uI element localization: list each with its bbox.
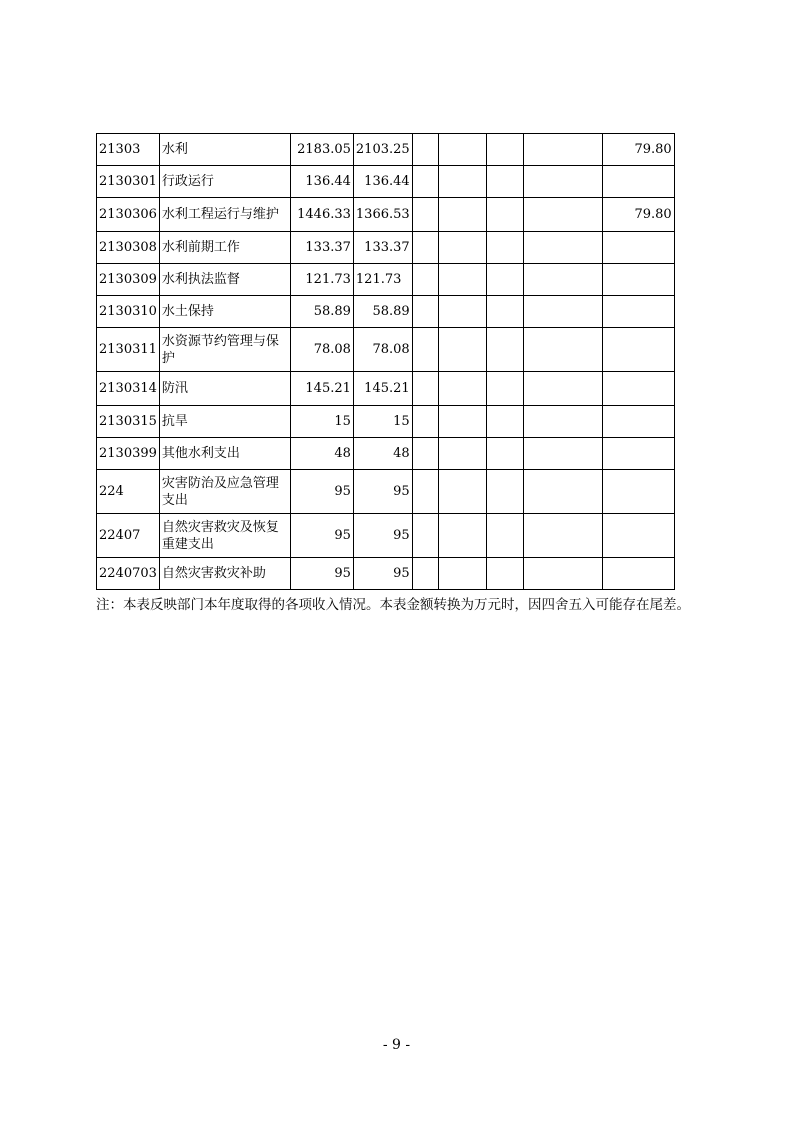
- code-cell: 2240703: [97, 558, 160, 590]
- amount-col6-cell: [523, 514, 602, 558]
- amount-col4-cell: [438, 166, 486, 198]
- table-row: [97, 166, 675, 198]
- code-cell: 2130314: [97, 372, 160, 406]
- amount-col5-cell: [486, 558, 523, 590]
- table-body: [97, 134, 675, 590]
- page-number: - 9 -: [382, 1037, 411, 1053]
- code-cell: 21303: [97, 134, 160, 166]
- amount-col6-cell: [523, 166, 602, 198]
- table-row: [97, 438, 675, 470]
- name-cell: 防汛: [159, 372, 290, 406]
- amount-col4-cell: [438, 328, 486, 372]
- amount-col8-cell: [602, 264, 674, 296]
- amount-col4-cell: [438, 372, 486, 406]
- amount-col4-cell: [438, 470, 486, 514]
- table-row: [97, 558, 675, 590]
- amount-col2-cell: 78.08: [353, 328, 412, 372]
- amount-col2-cell: 95: [353, 558, 412, 590]
- table-row: [97, 372, 675, 406]
- amount-col2-cell: 58.89: [353, 296, 412, 328]
- amount-total-cell: 95: [290, 514, 353, 558]
- amount-col4-cell: [438, 134, 486, 166]
- amount-total-cell: 145.21: [290, 372, 353, 406]
- amount-col2-cell: 2103.25: [353, 134, 412, 166]
- table-row: [97, 198, 675, 232]
- amount-col6-cell: [523, 264, 602, 296]
- code-cell: 2130301: [97, 166, 160, 198]
- amount-col2-cell: 15: [353, 406, 412, 438]
- table-row: [97, 514, 675, 558]
- table-row: [97, 134, 675, 166]
- amount-col8-cell: 79.80: [602, 134, 674, 166]
- table-footnote: 注：本表反映部门本年度取得的各项收入情况。本表金额转换为万元时，因四舍五入可能存在尾差。: [96, 597, 690, 613]
- amount-col8-cell: [602, 296, 674, 328]
- name-cell: 水利前期工作: [159, 232, 290, 264]
- amount-col3-cell: [412, 514, 438, 558]
- name-cell: 其他水利支出: [159, 438, 290, 470]
- code-cell: 2130311: [97, 328, 160, 372]
- amount-col3-cell: [412, 264, 438, 296]
- budget-table: [96, 133, 675, 590]
- amount-col5-cell: [486, 134, 523, 166]
- amount-col6-cell: [523, 328, 602, 372]
- amount-col6-cell: [523, 558, 602, 590]
- amount-col2-cell: 48: [353, 438, 412, 470]
- amount-col6-cell: [523, 406, 602, 438]
- amount-total-cell: 58.89: [290, 296, 353, 328]
- amount-col4-cell: [438, 438, 486, 470]
- amount-total-cell: 2183.05: [290, 134, 353, 166]
- amount-col5-cell: [486, 514, 523, 558]
- amount-total-cell: 95: [290, 470, 353, 514]
- amount-col6-cell: [523, 372, 602, 406]
- name-cell: 灾害防治及应急管理支出: [159, 470, 290, 514]
- amount-col4-cell: [438, 232, 486, 264]
- amount-col8-cell: [602, 372, 674, 406]
- amount-col5-cell: [486, 470, 523, 514]
- name-cell: 自然灾害救灾及恢复重建支出: [159, 514, 290, 558]
- amount-col6-cell: [523, 232, 602, 264]
- amount-col5-cell: [486, 166, 523, 198]
- amount-col3-cell: [412, 470, 438, 514]
- table-row: [97, 232, 675, 264]
- amount-col5-cell: [486, 372, 523, 406]
- amount-col5-cell: [486, 232, 523, 264]
- amount-col2-cell: 1366.53: [353, 198, 412, 232]
- amount-col3-cell: [412, 296, 438, 328]
- amount-col8-cell: [602, 232, 674, 264]
- amount-col6-cell: [523, 438, 602, 470]
- code-cell: 2130399: [97, 438, 160, 470]
- amount-col4-cell: [438, 558, 486, 590]
- amount-total-cell: 95: [290, 558, 353, 590]
- amount-col4-cell: [438, 514, 486, 558]
- table-row: [97, 470, 675, 514]
- amount-col3-cell: [412, 438, 438, 470]
- amount-col2-cell: 145.21: [353, 372, 412, 406]
- amount-total-cell: 1446.33: [290, 198, 353, 232]
- code-cell: 2130306: [97, 198, 160, 232]
- table-row: [97, 264, 675, 296]
- amount-col6-cell: [523, 470, 602, 514]
- amount-col6-cell: [523, 198, 602, 232]
- amount-col3-cell: [412, 232, 438, 264]
- amount-col2-cell: 121.73: [353, 264, 412, 296]
- amount-col5-cell: [486, 406, 523, 438]
- table-row: [97, 406, 675, 438]
- amount-total-cell: 78.08: [290, 328, 353, 372]
- amount-col3-cell: [412, 166, 438, 198]
- amount-col2-cell: 136.44: [353, 166, 412, 198]
- amount-total-cell: 48: [290, 438, 353, 470]
- code-cell: 22407: [97, 514, 160, 558]
- amount-col8-cell: [602, 558, 674, 590]
- name-cell: 自然灾害救灾补助: [159, 558, 290, 590]
- code-cell: 2130309: [97, 264, 160, 296]
- amount-col8-cell: 79.80: [602, 198, 674, 232]
- amount-total-cell: 121.73: [290, 264, 353, 296]
- amount-col8-cell: [602, 438, 674, 470]
- name-cell: 行政运行: [159, 166, 290, 198]
- amount-col8-cell: [602, 514, 674, 558]
- amount-col8-cell: [602, 470, 674, 514]
- amount-col5-cell: [486, 198, 523, 232]
- amount-col3-cell: [412, 328, 438, 372]
- amount-col3-cell: [412, 406, 438, 438]
- amount-col4-cell: [438, 198, 486, 232]
- code-cell: 224: [97, 470, 160, 514]
- amount-col2-cell: 95: [353, 514, 412, 558]
- amount-col5-cell: [486, 264, 523, 296]
- name-cell: 水利执法监督: [159, 264, 290, 296]
- amount-col5-cell: [486, 438, 523, 470]
- amount-total-cell: 133.37: [290, 232, 353, 264]
- code-cell: 2130310: [97, 296, 160, 328]
- name-cell: 抗旱: [159, 406, 290, 438]
- amount-col6-cell: [523, 134, 602, 166]
- amount-col4-cell: [438, 406, 486, 438]
- amount-col3-cell: [412, 198, 438, 232]
- amount-col4-cell: [438, 264, 486, 296]
- amount-col4-cell: [438, 296, 486, 328]
- amount-col2-cell: 133.37: [353, 232, 412, 264]
- amount-col8-cell: [602, 328, 674, 372]
- name-cell: 水利: [159, 134, 290, 166]
- amount-total-cell: 15: [290, 406, 353, 438]
- amount-col8-cell: [602, 166, 674, 198]
- code-cell: 2130315: [97, 406, 160, 438]
- name-cell: 水资源节约管理与保护: [159, 328, 290, 372]
- table-row: [97, 296, 675, 328]
- table-row: [97, 328, 675, 372]
- amount-col2-cell: 95: [353, 470, 412, 514]
- code-cell: 2130308: [97, 232, 160, 264]
- amount-col3-cell: [412, 372, 438, 406]
- amount-col3-cell: [412, 558, 438, 590]
- amount-col5-cell: [486, 328, 523, 372]
- name-cell: 水土保持: [159, 296, 290, 328]
- amount-col3-cell: [412, 134, 438, 166]
- name-cell: 水利工程运行与维护: [159, 198, 290, 232]
- amount-total-cell: 136.44: [290, 166, 353, 198]
- amount-col5-cell: [486, 296, 523, 328]
- amount-col6-cell: [523, 296, 602, 328]
- amount-col8-cell: [602, 406, 674, 438]
